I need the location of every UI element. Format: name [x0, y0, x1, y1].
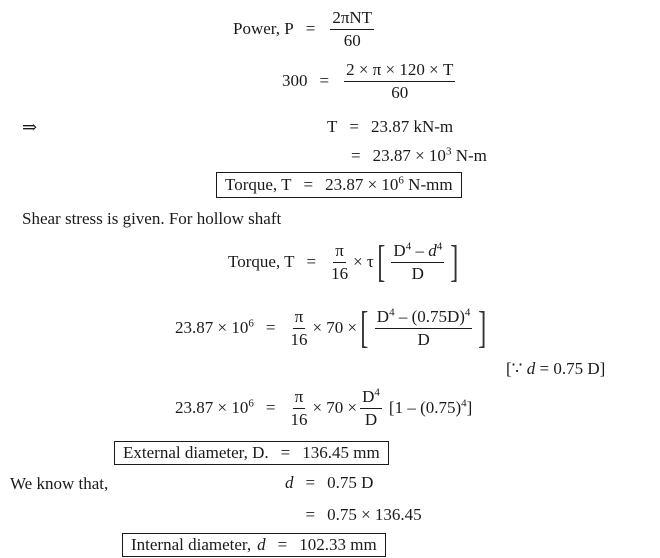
diameter-fraction: $\frac{D^4 - d^4}{D}$ [393, 240, 443, 283]
torque-nm-value: $23.87 \times 10^3$ N-m [372, 145, 487, 165]
substituted-fraction: $\frac{D^4 - (0.75D)^4}{D}$ [376, 306, 471, 349]
equals-sign: = [265, 398, 276, 417]
d4-over-d: $\frac{D^4}{D}$ [362, 386, 380, 429]
right-bracket: ] [478, 303, 487, 352]
torque-knm-value: 23.87 kN-m [370, 117, 454, 136]
torque-numeric: $23.87 \times 10^6$ [175, 317, 254, 337]
torque-nm-line [351, 145, 487, 167]
equals-sign: = [265, 318, 276, 337]
equals-sign: = [277, 535, 288, 554]
internal-diameter-symbol: d [257, 535, 266, 554]
substitution-fraction [344, 61, 455, 102]
power-lhs: Power, P [233, 19, 294, 38]
equals-sign: = [305, 19, 316, 38]
power-equation [233, 4, 377, 54]
right-bracket: ] [450, 237, 459, 286]
power-value: 300 [282, 71, 308, 90]
pi-over-16: $\frac{\pi}{16}$ [290, 306, 308, 349]
relation-value: 0.75 D [327, 473, 374, 492]
times-70: × 70 × [312, 398, 358, 417]
internal-diameter-relation [285, 472, 373, 494]
equals-sign: = [351, 146, 361, 165]
substituted-formula [175, 300, 490, 356]
left-bracket: [ [377, 237, 386, 286]
times-tau: × τ [353, 252, 374, 271]
left-bracket: [ [360, 303, 369, 352]
torque-label: Torque, T [228, 252, 295, 271]
power-denominator: 60 [343, 30, 361, 50]
ratio-term: $[1 - (0.75)^4]$ [388, 397, 473, 417]
substitution-denominator: 60 [391, 82, 409, 102]
equals-sign: = [303, 175, 314, 194]
hollow-shaft-sentence: Shear stress is given. For hollow shaft [22, 209, 282, 228]
pi-over-16: $\frac{\pi}{16}$ [290, 386, 308, 429]
equals-sign: = [280, 443, 291, 462]
calc-value: 0.75 × 136.45 [327, 505, 422, 524]
pi-over-16: $\frac{\pi}{16}$ [331, 240, 349, 283]
torque-result-label: Torque, T [225, 175, 292, 194]
power-numerator: 2πNT [330, 9, 374, 30]
times-70: × 70 × [312, 318, 358, 337]
equals-sign: = [319, 71, 330, 90]
substitution-note: [∵ d = 0.75 D] [506, 359, 606, 378]
equals-sign: = [349, 117, 359, 136]
substitution-numerator: 2 × π × 120 × T [344, 61, 455, 82]
power-substitution [282, 56, 458, 106]
external-diameter-box [114, 441, 389, 465]
torque-symbol: T [327, 117, 338, 136]
internal-diameter-value: 102.33 mm [299, 535, 377, 554]
simplified-formula [175, 382, 472, 434]
internal-diameter-label: Internal diameter, [131, 535, 252, 554]
implies-arrow: ⇒ [22, 117, 38, 137]
power-fraction [330, 9, 374, 50]
torque-result-value: $23.87 \times 10^6$ N-mm [325, 174, 453, 194]
internal-diameter-calc [285, 504, 422, 526]
we-know-that: We know that, [10, 474, 109, 493]
external-diameter-value: 136.45 mm [302, 443, 380, 462]
torque-result-box [216, 172, 462, 198]
hollow-shaft-formula [228, 234, 462, 290]
torque-knm-line [327, 116, 453, 138]
internal-diameter-symbol: d [285, 473, 294, 492]
equals-sign: = [305, 505, 316, 524]
equals-sign: = [306, 252, 317, 271]
internal-diameter-box [122, 533, 386, 557]
external-diameter-label: External diameter, D. [123, 443, 269, 462]
torque-numeric: $23.87 \times 10^6$ [175, 397, 254, 417]
equals-sign: = [305, 473, 316, 492]
